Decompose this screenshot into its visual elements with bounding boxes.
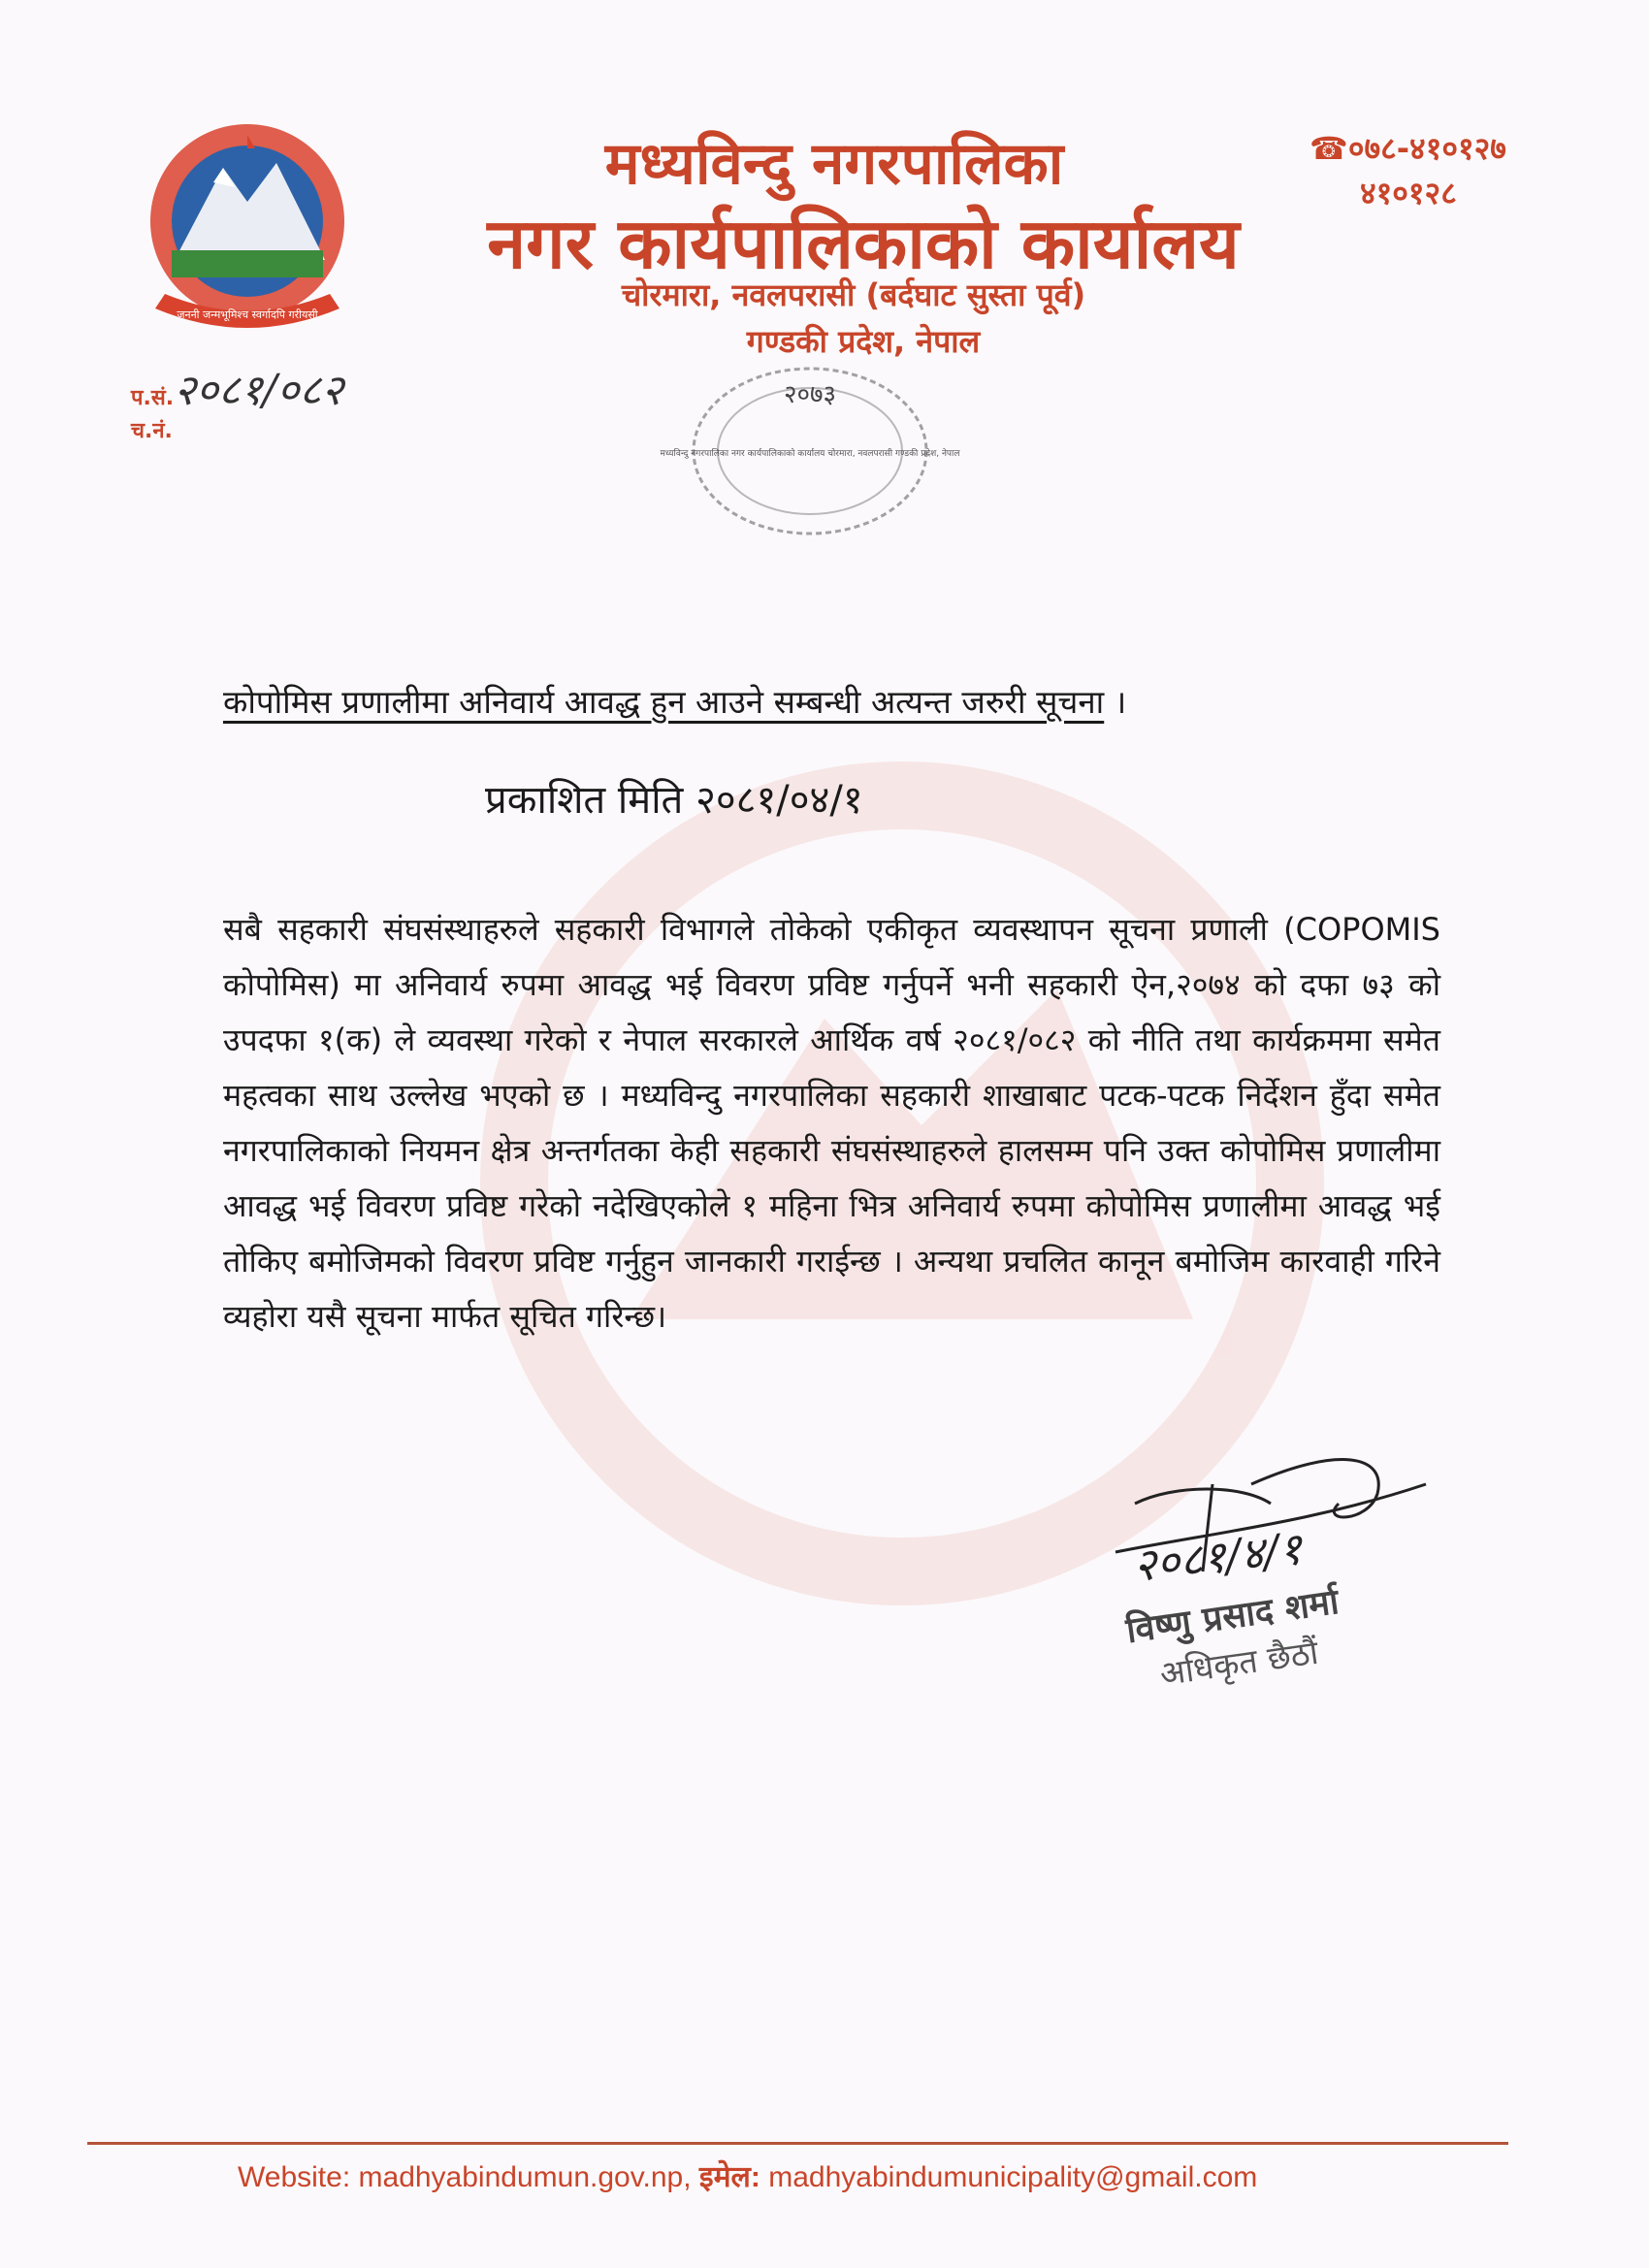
notice-body: सबै सहकारी संघसंस्थाहरुले सहकारी विभागले तोकेको एकीकृत व्यवस्थापन सूचना प्रणाली (COPOMIS कोपोमिस) मा अनिवार्य रुपमा आवद्ध भई विवरण प्रविष्ट गर्नुपर्ने भनी सहकारी ऐन,२०७४ को दफा ७३ को उपदफा १(क) ले व्यवस्था गरेको र नेपाल सरकारले आर्थिक वर्ष २०८१/०८२ को नीति तथा कार्यक्रममा समेत महत्वका साथ उल्लेख भएको छ । मध्यविन्दु नगरपालिका सहकारी शाखाबाट पटक-पटक निर्देशन हुँदा समेत नगरपालिकाको नियमन क्षेत्र अन्तर्गतका केही सहकारी संघसंस्थाहरुले हालसम्म पनि उक्त कोपोमिस प्रणालीमा आवद्ध भई विवरण प्रविष्ट गरेको नदेखिएकोले १ महिना भित्र अनिवार्य रुपमा कोपोमिस प्रणालीमा आवद्ध भई तोकिए बमोजिमको विवरण प्रविष्ट गर्नुहुन जानकारी गराईन्छ । अन्यथा प्रचलित कानून बमोजिम कारवाही गरिने व्यहोरा यसै सूचना मार्फत सूचित गरिन्छ। [223, 911, 1440, 1335]
notice-title-end: । [1114, 683, 1127, 721]
address-line-2: गण्डकी प्रदेश, नेपाल [746, 323, 981, 360]
office-stamp [660, 359, 960, 543]
address-line-1: चोरमारा, नवलपरासी (बर्दघाट सुस्ता पूर्व) [621, 276, 1086, 313]
notice-title-text: कोपोमिस प्रणालीमा अनिवार्य आवद्ध हुन आउने सम्बन्धी अत्यन्त जरुरी सूचना [223, 683, 1105, 721]
phone-2: ४१०१२८ [1360, 175, 1457, 211]
phone-block [1310, 126, 1506, 215]
office-name: नगर कार्यपालिकाको कार्यालय [487, 203, 1240, 284]
svg-text:२०८१/४/१: २०८१/४/१ [1130, 1521, 1305, 1592]
signatory-role: अधिकृत छैठौं [1157, 1633, 1321, 1695]
published-date: प्रकाशित मिति २०८१/०४/१ [485, 778, 863, 823]
footer [238, 2155, 1402, 2195]
email-label: इमेल: [698, 2161, 760, 2193]
website-label: Website: [238, 2161, 351, 2193]
nepal-emblem-icon [116, 114, 378, 347]
svg-text:जननी जन्मभूमिश्च स्वर्गादपि गर: जननी जन्मभूमिश्च स्वर्गादपि गरीयसी [177, 308, 318, 321]
phone-1: ☎०७८-४१०१२७ [1310, 130, 1506, 167]
patra-value: २०८१/०८२ [174, 366, 344, 415]
chalani-number [131, 415, 173, 444]
chalani-label: च.नं. [131, 419, 173, 443]
patra-label: प.सं. [131, 386, 175, 410]
notice-title [223, 679, 1126, 723]
signatory-name: विष्णु प्रसाद शर्मा [1123, 1580, 1342, 1652]
footer-divider [87, 2142, 1508, 2145]
svg-text:२०७३: २०७३ [783, 380, 837, 409]
website-link[interactable]: madhyabindumun.gov.np, [358, 2161, 692, 2193]
email-link[interactable]: madhyabindumunicipality@gmail.com [768, 2161, 1258, 2193]
svg-text:मध्यविन्दु नगरपालिका नगर कार्य: मध्यविन्दु नगरपालिका नगर कार्यपालिकाको कार्यालय चोरमारा, नवलपरासी गण्डकी प्रदेश, नेपाल [660, 449, 960, 459]
municipality-name: मध्यविन्दु नगरपालिका [604, 130, 1064, 198]
patra-sankhya [131, 359, 343, 417]
